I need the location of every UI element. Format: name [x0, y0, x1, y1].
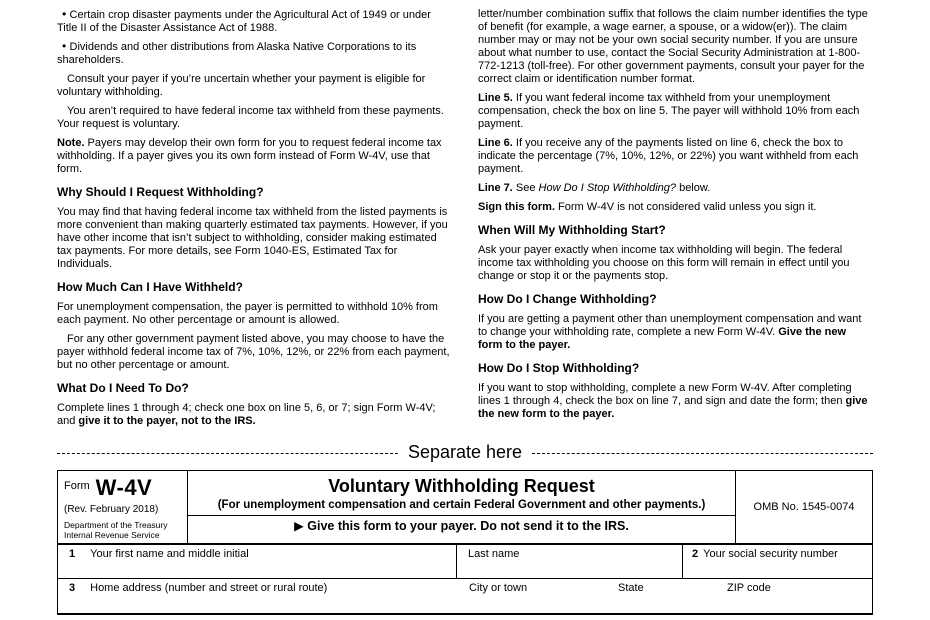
ssn-field[interactable] [682, 545, 872, 578]
text-run: Complete lines 1 through 4; check one box on line 5, 6, or 7; sign Form W-4V; and [57, 402, 436, 427]
section-heading-how-much-can-i-have-withheld: How Much Can I Have Withheld? [57, 280, 243, 294]
text-run: Line 7. [478, 182, 513, 194]
last-name-field[interactable] [456, 545, 682, 578]
paragraph [57, 105, 452, 131]
first-name-field[interactable] [58, 545, 456, 578]
form-subtitle: (For unemployment compensation and certain Federal Government and other payments.) [217, 499, 706, 511]
text-run: Note. [57, 137, 85, 149]
paragraph [57, 206, 452, 271]
text-run: letter/number combination suffix that follows the claim number identifies the type of benefit (for example, a wage earner, a spouse, or a widow(er)). The claim number may or may not be your own social security number. If you are unsure about what number to use, contact the Social Security Administration at 1-800-772-1213 (toll-free). For other government payments, consult your payer for the correct claim or identification number format. [478, 8, 868, 85]
form-header [58, 471, 872, 545]
dashed-cut-line-right [532, 453, 873, 454]
home-address-field[interactable] [58, 579, 467, 613]
form-row-1 [58, 545, 872, 579]
form-title-block [188, 471, 736, 543]
omb-number: OMB No. 1545-0074 [753, 501, 855, 513]
paragraph [478, 382, 873, 421]
text-run: Payers may develop their own form for you to request federal income tax withholding. If a payer gives you its own form instead of Form W-4V, use that form. [57, 137, 442, 175]
paragraph [57, 402, 452, 428]
text-run: give it to the payer, not to the IRS. [78, 415, 256, 427]
text-run: Dividends and other distributions from Alaska Native Corporations to its shareholders. [57, 41, 417, 66]
text-run: If you are getting a payment other than unemployment compensation and want to change your withholding rate, complete a new Form W-4V. [478, 313, 862, 338]
form-revision: (Rev. February 2018) [64, 504, 159, 515]
line-number-2: 2 [692, 548, 699, 560]
text-run: Give the new form to the payer. [478, 326, 847, 351]
paragraph [478, 92, 873, 131]
form-number-block [58, 471, 188, 543]
separate-here-label: Separate here [407, 442, 523, 462]
text-run: Line 5. [478, 92, 513, 104]
section-heading-what-do-i-need-to-do: What Do I Need To Do? [57, 381, 189, 395]
dashed-cut-line-left [57, 453, 398, 454]
text-run: Sign this form. [478, 201, 555, 213]
section-heading-when-will-my-withholding-start: When Will My Withholding Start? [478, 223, 666, 237]
form-word: Form [64, 480, 90, 492]
line-number-1: 1 [69, 548, 76, 560]
last-name-label: Last name [468, 548, 520, 560]
text-run: For any other government payment listed above, you may choose to have the payer withhold federal income tax of 7%, 10%, 12%, or 22% from each payment, but no other percentage or amount. [57, 333, 450, 371]
text-run: You may find that having federal income tax withheld from the listed payments is more convenient than making quarterly estimated tax payments. However, if you have other income that isn’t subject to withholding, consider making estimated tax payments. For more details, see Form 1040-ES, Estimated Tax for Individuals. [57, 206, 448, 270]
treasury-label: Department of the Treasury [64, 520, 168, 530]
form-row-3 [58, 579, 872, 614]
text-run: If you receive any of the payments listed on line 6, check the box to indicate the percentage (7%, 10%, 12%, or 22%) you want withheld from each payment. [478, 137, 859, 175]
section-heading-how-do-i-stop-withholding: How Do I Stop Withholding? [478, 361, 640, 375]
form-w4v [57, 470, 873, 615]
paragraph [57, 137, 452, 176]
paragraph [478, 244, 873, 283]
text-run: If you want federal income tax withheld from your unemployment compensation, check the box on line 5. The payer will withhold 10% from each payment. [478, 92, 860, 130]
irs-label: Internal Revenue Service [64, 530, 160, 540]
zip-field[interactable] [725, 579, 872, 613]
form-give-instruction: ▶ Give this form to your payer. Do not send it to the IRS. [188, 515, 735, 536]
paragraph [57, 333, 452, 372]
line-number-3: 3 [69, 582, 76, 594]
text-run: Form W-4V is not considered valid unless you sign it. [555, 201, 817, 213]
ssn-label: Your social security number [703, 548, 838, 560]
city-field[interactable] [467, 579, 616, 613]
text-run: below. [676, 182, 711, 194]
text-run: For unemployment compensation, the payer is permitted to withhold 10% from each payment. No other percentage or amount is allowed. [57, 301, 438, 326]
section-heading-how-do-i-change-withholding: How Do I Change Withholding? [478, 292, 657, 306]
text-run: Certain crop disaster payments under the Agricultural Act of 1949 or under Title II of the Disaster Assistance Act of 1988. [57, 9, 431, 34]
text-run: Line 6. [478, 137, 513, 149]
paragraph [478, 137, 873, 176]
bullet-item [57, 8, 452, 35]
text-run: Consult your payer if you’re uncertain whether your payment is eligible for voluntary withholding. [57, 73, 426, 98]
section-heading-why-should-i-request-withholding: Why Should I Request Withholding? [57, 185, 264, 199]
form-number: W-4V [95, 475, 153, 500]
text-run: give the new form to the payer. [478, 395, 868, 420]
zip-label: ZIP code [727, 582, 771, 594]
paragraph [57, 301, 452, 327]
paragraph [478, 201, 873, 214]
text-run: If you want to stop withholding, complete a new Form W-4V. After completing lines 1 through 4, check the box on line 7, and sign and date the form; then [478, 382, 852, 407]
instructions-right-column [478, 3, 873, 428]
paragraph [57, 73, 452, 99]
state-field[interactable] [616, 579, 725, 613]
paragraph [478, 313, 873, 352]
first-name-label: Your first name and middle initial [90, 548, 249, 560]
paragraph [478, 182, 873, 195]
text-run: How Do I Stop Withholding? [538, 182, 677, 194]
text-run: Ask your payer exactly when income tax withholding will begin. The federal income tax withholding you choose on this form will remain in effect until you change or stop it or the payments stop. [478, 244, 850, 282]
text-run: See [512, 182, 539, 194]
text-run: You aren’t required to have federal income tax withheld from these payments. Your request is voluntary. [57, 105, 444, 130]
home-address-label: Home address (number and street or rural route) [90, 582, 328, 594]
city-label: City or town [469, 582, 528, 594]
state-label: State [618, 582, 644, 594]
form-title: Voluntary Withholding Request [328, 476, 595, 496]
instructions-left-column [57, 3, 452, 428]
paragraph [478, 8, 873, 86]
bullet-item [57, 40, 452, 67]
separate-here-divider [0, 441, 930, 463]
